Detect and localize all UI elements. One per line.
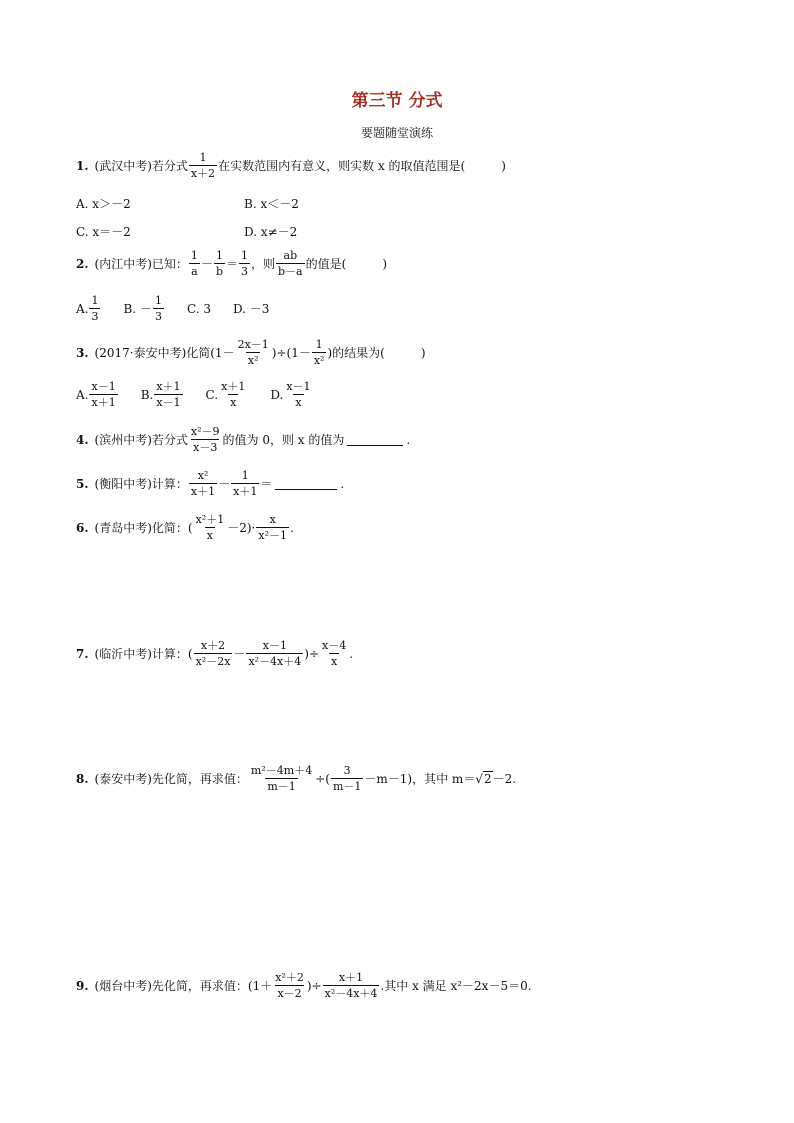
question-source: (内江中考)	[94, 257, 152, 271]
option-b[interactable]: B. $\frac{x+1}{x-1}$	[140, 380, 181, 409]
question-text: 已知：	[151, 257, 188, 271]
question-text: 化简(1－	[186, 346, 235, 360]
question-source: (2017·泰安中考)	[94, 346, 187, 360]
question-text: 若分式	[151, 159, 188, 173]
option-a[interactable]: A. $\frac{1}{3}$	[76, 294, 99, 323]
question-number: 5.	[76, 476, 89, 491]
question-number: 6.	[76, 520, 89, 535]
question-text: 先化简，再求值：	[151, 772, 248, 786]
option-c[interactable]: C. $\frac{x+1}{x}$	[205, 380, 246, 409]
question-3-options	[76, 381, 314, 408]
question-1: 1. (武汉中考) 若分式 $\frac{1}{x+2}$ 在实数范围内有意义，则实数 x 的取值范围是( )	[76, 151, 506, 180]
question-6: 6. (青岛中考) 化简：( $\frac{\text{x²＋1}}{x}$ －2)· $\frac{x}{\text{x²－1}}$ .	[76, 513, 294, 542]
fraction: $\frac{\text{x²＋2}}{x-2}$	[275, 971, 304, 1000]
page-subtitle: 要题随堂演练	[360, 126, 433, 140]
fraction: $\frac{2x-1}{\text{x²}}$	[237, 338, 269, 367]
option-d[interactable]: D. $\frac{x-1}{x}$	[270, 380, 311, 409]
question-source: (烟台中考)	[94, 979, 152, 993]
fraction: $\frac{ab}{b-a}$	[278, 249, 303, 278]
fraction: $\frac{1}{a}$	[190, 249, 198, 278]
question-source: (泰安中考)	[94, 772, 152, 786]
fraction: $\frac{x-4}{x}$	[322, 639, 347, 668]
question-number: 3.	[76, 345, 89, 360]
question-8: 8. (泰安中考) 先化简，再求值： $\frac{\text{m²－4m＋4}}{m-1}$ ÷( $\frac{3}{m-1}$ －m－1)，其中 m＝ √ 2 －2.	[76, 764, 517, 793]
question-source: (临沂中考)	[94, 647, 152, 661]
question-text: 化简：(	[151, 521, 193, 535]
question-2: 2. (内江中考) 已知： $\frac{1}{a}$ － $\frac{1}{b}$ ＝ $\frac{1}{3}$ ，则 $\frac{ab}{b-a}$ 的值是( )	[76, 249, 387, 278]
question-text: ，则	[251, 257, 276, 271]
fraction: $\frac{1}{\text{x²}}$	[313, 338, 325, 367]
fraction: $\frac{\text{x²＋1}}{x}$	[195, 513, 225, 542]
question-number: 9.	[76, 978, 89, 993]
fraction: $\frac{\text{x²－9}}{x-3}$	[190, 425, 220, 454]
question-5: 5. (衡阳中考) 计算： $\frac{\text{x²}}{x+1}$ － $\frac{1}{x+1}$ ＝ .	[76, 469, 345, 498]
fraction: $\frac{1}{b}$	[215, 249, 223, 278]
question-text: )的结果为(	[327, 346, 385, 360]
question-number: 7.	[76, 646, 89, 661]
fraction: $\frac{x+1}{\text{x²－4x＋4}}$	[324, 971, 378, 1000]
fraction: $\frac{x-1}{\text{x²－4x＋4}}$	[248, 639, 302, 668]
question-number: 4.	[76, 432, 89, 447]
question-text: 计算：	[151, 477, 188, 491]
question-text: 计算：(	[151, 647, 193, 661]
answer-blank[interactable]	[347, 433, 403, 446]
question-2-options	[76, 295, 269, 322]
option-d[interactable]: D. －3	[232, 302, 270, 316]
question-text: 若分式	[151, 433, 188, 447]
question-source: (衡阳中考)	[94, 477, 152, 491]
fraction: $\frac{3}{m-1}$	[332, 764, 362, 793]
option-c[interactable]: C. 3	[186, 301, 211, 316]
fraction: $\frac{1}{3}$	[241, 249, 248, 278]
fraction: $\frac{\text{m²－4m＋4}}{m-1}$	[250, 764, 313, 793]
option-a[interactable]: A. x＞－2	[76, 197, 131, 211]
option-c[interactable]: C. x＝－2	[76, 225, 131, 239]
fraction: $\frac{x+2}{\text{x²－2x}}$	[195, 639, 231, 668]
question-number: 2.	[76, 256, 89, 271]
question-3: 3. (2017·泰安中考) 化简(1－ $\frac{2x-1}{\text{x²}}$ )÷(1－ $\frac{1}{\text{x²}}$ )的结果为( )	[76, 338, 426, 367]
question-source: (武汉中考)	[94, 159, 152, 173]
option-b[interactable]: B. x＜－2	[244, 197, 299, 211]
answer-blank[interactable]	[275, 477, 337, 490]
question-4: 4. (滨州中考) 若分式 $\frac{\text{x²－9}}{x-3}$ 的值为 0，则 x 的值为 .	[76, 425, 411, 454]
question-text: 的值为 0，则 x 的值为	[222, 433, 345, 447]
question-number: 1.	[76, 158, 89, 173]
question-number: 8.	[76, 771, 89, 786]
question-text: 的值是(	[305, 257, 347, 271]
option-a[interactable]: A. $\frac{x-1}{x+1}$	[76, 380, 116, 409]
option-d[interactable]: D. x≠－2	[244, 225, 298, 239]
option-b[interactable]: B. － $\frac{1}{3}$	[123, 294, 162, 323]
page-title: 第三节 分式	[351, 91, 443, 111]
question-source: (青岛中考)	[94, 521, 152, 535]
question-text: 在实数范围内有意义，则实数 x 的取值范围是(	[218, 159, 466, 173]
question-9: 9. (烟台中考) 先化简，再求值：(1＋ $\frac{\text{x²＋2}}{x-2}$ )÷ $\frac{x+1}{\text{x²－4x＋4}}$ .其中 x 满足 x²－2x－5＝0.	[76, 971, 532, 1000]
fraction: $\frac{\text{x²}}{x+1}$	[190, 469, 216, 498]
question-text: 先化简，再求值：(1＋	[151, 979, 273, 993]
fraction: $\frac{1}{x+1}$	[233, 469, 258, 498]
question-text: .其中 x 满足 x²－2x－5＝0.	[380, 979, 532, 993]
question-7: 7. (临沂中考) 计算：( $\frac{x+2}{\text{x²－2x}}$ － $\frac{x-1}{\text{x²－4x＋4}}$ )÷ $\frac{x-4}{x}$ .	[76, 639, 354, 668]
square-root: √ 2	[475, 772, 492, 786]
question-source: (滨州中考)	[94, 433, 152, 447]
fraction: $\frac{1}{x+2}$	[190, 151, 216, 180]
fraction: $\frac{x}{\text{x²－1}}$	[258, 513, 287, 542]
